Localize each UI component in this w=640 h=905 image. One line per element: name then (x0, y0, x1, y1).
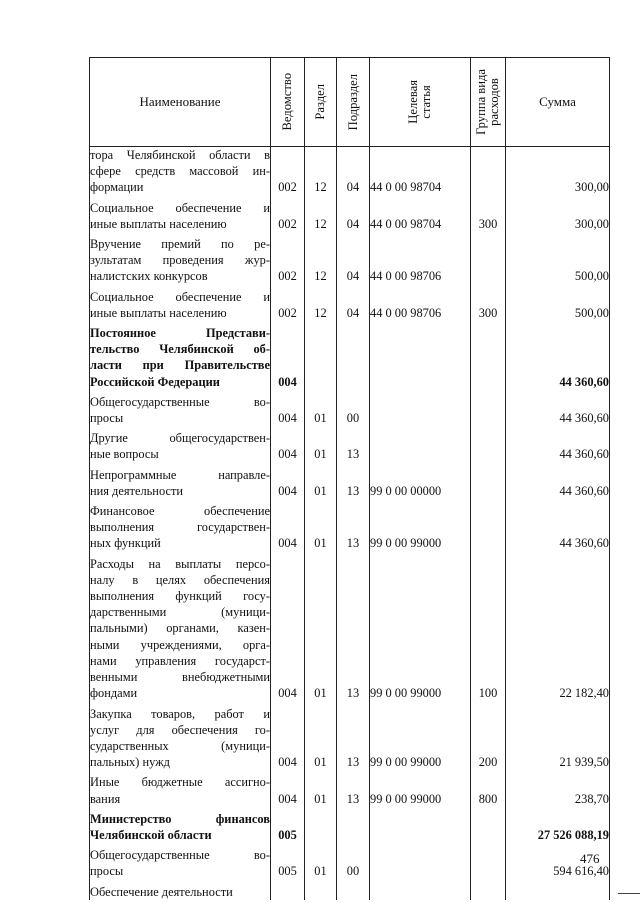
row-name-line: Министерство финансов (90, 811, 270, 826)
table-row (90, 843, 610, 879)
row-name (90, 880, 271, 900)
row-vedomstvo: 004 (271, 499, 305, 552)
table-row (90, 702, 610, 771)
row-podrazdel: 04 (337, 147, 370, 196)
row-summa (506, 880, 610, 900)
table-row (90, 770, 610, 806)
row-summa: 500,00 (506, 285, 610, 321)
row-name-line: налистских конкурсов (90, 269, 208, 284)
row-name-line: сфере средств массовой ин- (90, 164, 270, 179)
row-celevaya-statya (370, 390, 471, 426)
row-vedomstvo: 004 (271, 770, 305, 806)
row-name-line: вания (90, 791, 121, 806)
row-name-line: просы (90, 411, 124, 426)
row-vedomstvo: 002 (271, 285, 305, 321)
row-razdel: 01 (305, 770, 337, 806)
row-celevaya-statya: 99 0 00 99000 (370, 770, 471, 806)
row-podrazdel: 00 (337, 843, 370, 879)
row-name-line: нами управления государст- (90, 653, 270, 668)
row-name-line: Финансовое обеспечение (90, 504, 270, 519)
row-razdel: 12 (305, 285, 337, 321)
row-celevaya-statya: 44 0 00 98706 (370, 232, 471, 285)
row-gruppa-vida (471, 843, 506, 879)
row-celevaya-statya (370, 880, 471, 900)
row-name (90, 463, 271, 499)
row-vedomstvo: 005 (271, 807, 305, 843)
row-vedomstvo: 004 (271, 702, 305, 771)
row-name-line: просы (90, 864, 124, 879)
row-summa: 594 616,40 (506, 843, 610, 879)
header-celevaya-line-2: статья (419, 85, 433, 119)
row-summa: 44 360,60 (506, 321, 610, 390)
row-celevaya-statya: 44 0 00 98706 (370, 285, 471, 321)
table-row (90, 390, 610, 426)
row-name-line: ных функций (90, 536, 161, 551)
header-podrazdel: Подраздел (345, 73, 360, 131)
header-vedomstvo: Ведомство (280, 73, 294, 131)
table-row (90, 880, 610, 900)
row-vedomstvo: 002 (271, 196, 305, 232)
row-name-line: Обеспечение деятельности (90, 884, 233, 899)
row-name-line: сударственных (муници- (90, 738, 270, 753)
row-razdel: 01 (305, 463, 337, 499)
row-name-line: ласти при Правительстве (90, 358, 270, 373)
row-razdel: 01 (305, 552, 337, 702)
row-name-line: Другие общегосударствен- (90, 431, 270, 446)
row-vedomstvo (271, 880, 305, 900)
row-gruppa-vida: 200 (471, 702, 506, 771)
row-vedomstvo: 004 (271, 463, 305, 499)
row-name (90, 232, 271, 285)
table-row (90, 232, 610, 285)
header-gruppa-line-1: Группа вида (474, 69, 488, 135)
row-gruppa-vida (471, 807, 506, 843)
row-summa: 44 360,60 (506, 390, 610, 426)
row-name (90, 702, 271, 771)
row-vedomstvo: 004 (271, 552, 305, 702)
row-name-line: зультатам проведения жур- (90, 253, 270, 268)
row-summa: 300,00 (506, 196, 610, 232)
row-name-line: фондами (90, 686, 138, 701)
row-name (90, 196, 271, 232)
header-gruppa (475, 69, 501, 135)
row-name-line: иные выплаты населению (90, 216, 227, 231)
row-razdel: 12 (305, 147, 337, 196)
row-name-line: налу в целях обеспечения (90, 572, 270, 587)
row-name-line: Расходы на выплаты персо- (90, 556, 270, 571)
header-name: Наименование (90, 58, 271, 147)
row-name-line: выполнения функций госу- (90, 589, 270, 604)
row-razdel: 12 (305, 196, 337, 232)
row-podrazdel: 13 (337, 463, 370, 499)
row-name-line: Социальное обеспечение и (90, 289, 270, 304)
row-gruppa-vida (471, 463, 506, 499)
row-celevaya-statya: 99 0 00 00000 (370, 463, 471, 499)
row-podrazdel: 13 (337, 499, 370, 552)
row-name-line: дарственными (муници- (90, 605, 270, 620)
row-name-line: Общегосударственные во- (90, 394, 270, 409)
row-summa: 500,00 (506, 232, 610, 285)
row-name (90, 499, 271, 552)
row-podrazdel (337, 880, 370, 900)
budget-table (89, 57, 610, 900)
table-row (90, 196, 610, 232)
row-gruppa-vida (471, 880, 506, 900)
row-celevaya-statya: 99 0 00 99000 (370, 552, 471, 702)
row-gruppa-vida: 100 (471, 552, 506, 702)
header-celevaya (407, 80, 433, 124)
row-podrazdel (337, 807, 370, 843)
row-gruppa-vida (471, 390, 506, 426)
row-podrazdel: 00 (337, 390, 370, 426)
row-name-line: иные выплаты населению (90, 305, 227, 320)
row-vedomstvo: 002 (271, 147, 305, 196)
row-razdel (305, 807, 337, 843)
row-gruppa-vida (471, 426, 506, 462)
row-gruppa-vida (471, 232, 506, 285)
row-name (90, 552, 271, 702)
row-name-line: тора Челябинской области в (90, 148, 270, 162)
row-podrazdel: 13 (337, 426, 370, 462)
row-name (90, 807, 271, 843)
row-vedomstvo: 004 (271, 426, 305, 462)
table-row (90, 499, 610, 552)
row-summa: 44 360,60 (506, 499, 610, 552)
row-gruppa-vida (471, 147, 506, 196)
edge-mark (618, 893, 640, 894)
row-name (90, 426, 271, 462)
table-row (90, 552, 610, 702)
table-header-row (90, 58, 610, 147)
row-celevaya-statya (370, 426, 471, 462)
row-vedomstvo: 002 (271, 232, 305, 285)
table-row (90, 463, 610, 499)
row-celevaya-statya: 99 0 00 99000 (370, 702, 471, 771)
row-name-line: Российской Федерации (90, 374, 220, 389)
row-name-line: венными внебюджетными (90, 670, 270, 685)
row-name-line: Социальное обеспечение и (90, 200, 270, 215)
row-razdel: 01 (305, 426, 337, 462)
row-name-line: Вручение премий по ре- (90, 237, 270, 252)
row-name-line: формации (90, 180, 144, 195)
row-celevaya-statya: 99 0 00 99000 (370, 499, 471, 552)
row-gruppa-vida: 300 (471, 196, 506, 232)
header-celevaya-cell (370, 58, 471, 147)
row-podrazdel: 04 (337, 285, 370, 321)
table-body (90, 147, 610, 900)
row-name-line: пальных) нужд (90, 755, 170, 770)
row-razdel: 01 (305, 843, 337, 879)
row-summa: 44 360,60 (506, 463, 610, 499)
table-row (90, 807, 610, 843)
row-name-line: Общегосударственные во- (90, 848, 270, 863)
row-celevaya-statya (370, 807, 471, 843)
row-vedomstvo: 004 (271, 321, 305, 390)
table-row (90, 426, 610, 462)
row-summa: 22 182,40 (506, 552, 610, 702)
row-gruppa-vida (471, 321, 506, 390)
row-celevaya-statya (370, 843, 471, 879)
row-celevaya-statya (370, 321, 471, 390)
row-podrazdel: 13 (337, 552, 370, 702)
row-celevaya-statya: 44 0 00 98704 (370, 196, 471, 232)
row-name (90, 390, 271, 426)
row-name (90, 770, 271, 806)
page-number: 476 (580, 851, 600, 866)
row-name (90, 147, 271, 196)
row-name-line: пальными) органами, казен- (90, 621, 270, 636)
row-name-line: выполнения государствен- (90, 520, 270, 535)
row-razdel: 01 (305, 390, 337, 426)
row-gruppa-vida: 300 (471, 285, 506, 321)
row-podrazdel: 04 (337, 232, 370, 285)
header-razdel: Раздел (313, 84, 327, 120)
row-name-line: ными учреждениями, орга- (90, 637, 270, 652)
row-summa: 21 939,50 (506, 702, 610, 771)
header-razdel-cell (305, 58, 337, 147)
row-name-line: Закупка товаров, работ и (90, 706, 270, 721)
row-summa: 27 526 088,19 (506, 807, 610, 843)
row-razdel (305, 880, 337, 900)
row-gruppa-vida: 800 (471, 770, 506, 806)
row-podrazdel: 04 (337, 196, 370, 232)
row-summa: 238,70 (506, 770, 610, 806)
row-name-line: услуг для обеспечения го- (90, 722, 270, 737)
table-row (90, 147, 610, 196)
row-razdel: 01 (305, 499, 337, 552)
row-podrazdel: 13 (337, 770, 370, 806)
row-celevaya-statya: 44 0 00 98704 (370, 147, 471, 196)
row-summa: 44 360,60 (506, 426, 610, 462)
header-gruppa-line-2: расходов (487, 78, 501, 126)
row-vedomstvo: 005 (271, 843, 305, 879)
row-razdel: 01 (305, 702, 337, 771)
row-name-line: Челябинской области (90, 827, 212, 842)
header-summa: Сумма (506, 58, 610, 147)
table-row (90, 285, 610, 321)
row-name (90, 321, 271, 390)
header-podrazdel-cell (337, 58, 370, 147)
header-vedomstvo-cell (271, 58, 305, 147)
row-name-line: ные вопросы (90, 447, 159, 462)
row-name-line: Иные бюджетные ассигно- (90, 775, 270, 790)
row-name (90, 285, 271, 321)
row-name-line: Постоянное Представи- (90, 326, 270, 341)
row-name (90, 843, 271, 879)
header-celevaya-line-1: Целевая (406, 80, 420, 124)
row-summa: 300,00 (506, 147, 610, 196)
table-row (90, 321, 610, 390)
row-name-line: Непрограммные направле- (90, 467, 270, 482)
row-razdel: 12 (305, 232, 337, 285)
row-name-line: ния деятельности (90, 483, 183, 498)
row-podrazdel: 13 (337, 702, 370, 771)
row-name-line: тельство Челябинской об- (90, 342, 270, 357)
row-razdel (305, 321, 337, 390)
row-vedomstvo: 004 (271, 390, 305, 426)
row-podrazdel (337, 321, 370, 390)
header-gruppa-cell (471, 58, 506, 147)
row-gruppa-vida (471, 499, 506, 552)
